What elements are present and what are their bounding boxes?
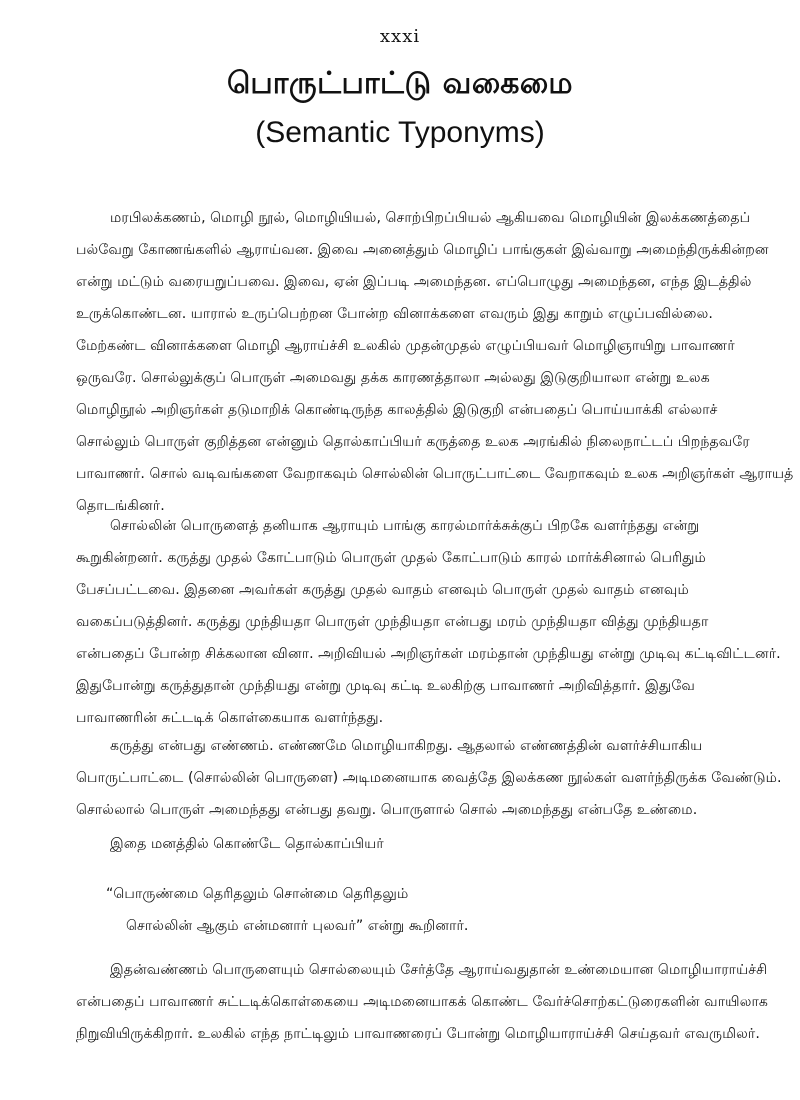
- text-line: நிறுவியிருக்கிறார். உலகில் எந்த நாட்டிலும் பாவாணரைப் போன்று மொழியாராய்ச்சி செய்தவர் எவருமிலர்.: [76, 1026, 760, 1042]
- text-line: இதை மனத்தில் கொண்டே தொல்காப்பியர்: [110, 836, 384, 852]
- text-line: என்பதைப் போன்ற சிக்கலான வினா. அறிவியல் அறிஞர்கள் மரம்தான் முந்தியது என்று முடிவு கட்டிவிட்டனர்.: [76, 646, 781, 662]
- page-title: பொருட்பாட்டு வகைமை: [227, 66, 573, 101]
- page-subtitle: (Semantic Typonyms): [255, 116, 545, 149]
- verse-quote: [106, 878, 468, 942]
- text-line: இதன்வண்ணம் பொருளையும் சொல்லையும் சேர்த்தே ஆராய்வதுதான் உண்மையான மொழியாராய்ச்சி: [110, 962, 768, 978]
- paragraph-4: [76, 828, 736, 860]
- paragraph-5: [76, 954, 768, 1050]
- text-line: மொழிநூல் அறிஞர்கள் தடுமாறிக் கொண்டிருந்த காலத்தில் இடுகுறி என்பதைப் பொய்யாக்கி எல்லாச்: [76, 402, 718, 418]
- text-line: வகைப்படுத்தினர். கருத்து முந்தியதா பொருள் முந்தியதா என்பது மரம் முந்தியதா வித்து முந்தியதா: [76, 614, 709, 630]
- text-line: தொடங்கினர்.: [76, 498, 165, 514]
- text-line: பாவாணரின் சுட்டடிக் கொள்கையாக வளர்ந்தது.: [76, 710, 384, 726]
- text-line: பொருட்பாட்டை (சொல்லின் பொருளை) அடிமனையாக வைத்தே இலக்கண நூல்கள் வளர்ந்திருக்க வேண்டும்.: [76, 770, 782, 786]
- quote-line: சொல்லின் ஆகும் என்மனார் புலவர்” என்று கூறினார்.: [126, 918, 469, 934]
- text-line: பல்வேறு கோணங்களில் ஆராய்வன. இவை அனைத்தும் மொழிப் பாங்குகள் இவ்வாறு அமைந்திருக்கின்றன: [76, 242, 769, 258]
- text-line: கருத்து என்பது எண்ணம். எண்ணமே மொழியாகிறது. ஆதலால் எண்ணத்தின் வளர்ச்சியாகிய: [110, 738, 703, 754]
- text-line: சொல்லின் பொருளைத் தனியாக ஆராயும் பாங்கு காரல்மார்க்சுக்குப் பிறகே வளர்ந்தது என்று: [110, 518, 700, 534]
- text-line: என்று மட்டும் வரையறுப்பவை. இவை, ஏன் இப்படி அமைந்தன. எப்பொழுது அமைந்தன, எந்த இடத்தில்: [76, 274, 752, 290]
- text-line: மரபிலக்கணம், மொழி நூல், மொழியியல், சொற்பிறப்பியல் ஆகியவை மொழியின் இலக்கணத்தைப்: [110, 210, 751, 226]
- page-number: xxxi: [379, 26, 421, 47]
- text-line: சொல்லும் பொருள் குறித்தன என்னும் தொல்காப்பியர் கருத்தை உலக அரங்கில் நிலைநாட்டப் பிறந்தவரே: [76, 434, 750, 450]
- paragraph-2: [76, 510, 781, 734]
- text-line: கூறுகின்றனர். கருத்து முதல் கோட்பாடும் பொருள் முதல் கோட்பாடும் காரல் மார்க்சினால் பெரிதும்: [76, 550, 706, 566]
- text-line: பாவாணர். சொல் வடிவங்களை வேறாகவும் சொல்லின் பொருட்பாட்டை வேறாகவும் உலக அறிஞர்கள் ஆராயத்: [76, 466, 794, 482]
- paragraph-1: [76, 202, 794, 522]
- text-line: சொல்லால் பொருள் அமைந்தது என்பது தவறு. பொருளால் சொல் அமைந்தது என்பதே உண்மை.: [76, 802, 698, 818]
- text-line: மேற்கண்ட வினாக்களை மொழி ஆராய்ச்சி உலகில் முதன்முதல் எழுப்பியவர் மொழிஞாயிறு பாவாணர்: [76, 338, 735, 354]
- text-line: ஒருவரே. சொல்லுக்குப் பொருள் அமைவது தக்க காரணத்தாலா அல்லது இடுகுறியாலா என்று உலக: [76, 370, 710, 386]
- quote-line: “பொருண்மை தெரிதலும் சொன்மை தெரிதலும்: [106, 886, 409, 902]
- text-line: உருக்கொண்டன. யாரால் உருப்பெற்றன போன்ற வினாக்களை எவரும் இது காறும் எழுப்பவில்லை.: [76, 306, 713, 322]
- text-line: என்பதைப் பாவாணர் சுட்டடிக்கொள்கையை அடிமனையாகக் கொண்ட வேர்ச்சொற்கட்டுரைகளின் வாயிலாக: [76, 994, 768, 1010]
- paragraph-3: [76, 730, 782, 826]
- text-line: பேசப்பட்டவை. இதனை அவர்கள் கருத்து முதல் வாதம் எனவும் பொருள் முதல் வாதம் எனவும்: [76, 582, 689, 598]
- text-line: இதுபோன்று கருத்துதான் முந்தியது என்று முடிவு கட்டி உலகிற்கு பாவாணர் அறிவித்தார். இதுவே: [76, 678, 696, 694]
